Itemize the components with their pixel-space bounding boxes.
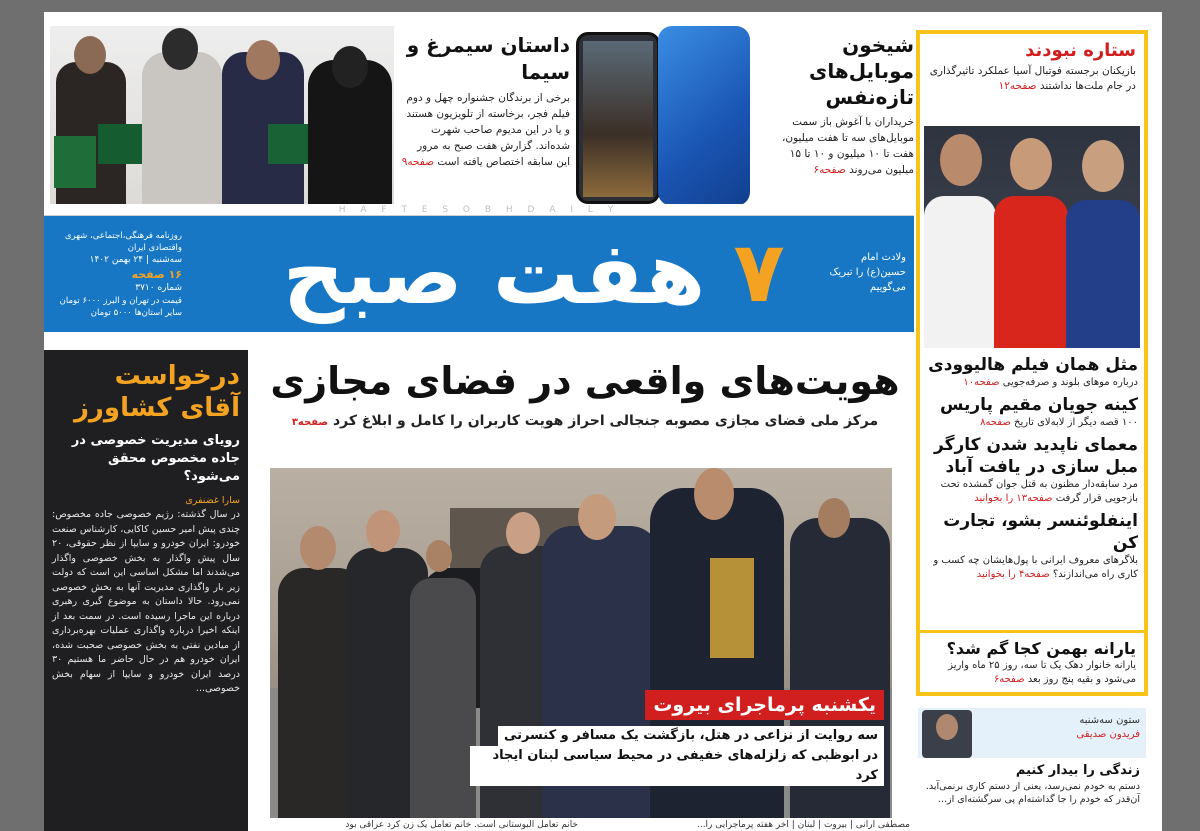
sidebar-star-title: ستاره نبودند bbox=[1025, 40, 1136, 61]
sidebar-item-body: مرد سابقه‌دار مظنون به قتل جوان گمشده تحت بازجویی قرار گرفت bbox=[940, 479, 1138, 504]
phones-body: خریداران با آغوش باز سمت موبایل‌های سه تا هفت میلیون، هفت تا ۱۰ میلیون و ۱۰ تا ۱۵ میلیون می‌روند bbox=[781, 116, 914, 176]
left-editorial-box bbox=[44, 350, 248, 831]
sidebar-item bbox=[926, 510, 1138, 582]
masthead-price-other: سایر استان‌ها ۵۰۰۰ تومان bbox=[90, 308, 182, 318]
phones-story bbox=[758, 32, 914, 178]
photo-caption-box bbox=[580, 690, 884, 720]
columnist-avatar bbox=[922, 710, 972, 758]
masthead-price-tehran: قیمت در تهران و البرز ۶۰۰۰ تومان bbox=[59, 296, 182, 306]
sidebar-item-title: اینفلوئنسر بشو، تجارت کن bbox=[943, 511, 1138, 553]
top-left-title: داستان سیمرغ و سیما bbox=[406, 33, 570, 84]
sidebar-item-page: صفحه۸ bbox=[980, 417, 1011, 428]
sidebar-item bbox=[926, 354, 1138, 390]
sidebar-item-page: صفحه۱۰ bbox=[963, 377, 1000, 388]
column-author: فریدون صدیقی bbox=[1076, 729, 1140, 740]
subsidy-page: صفحه۶ bbox=[993, 674, 1025, 685]
photo-caption-line1: سه روایت از نزاعی در هتل، بازگشت یک مسافر و کنسرتی bbox=[498, 726, 884, 746]
sidebar-item bbox=[926, 434, 1138, 506]
top-left-page: صفحه۹ bbox=[401, 156, 435, 168]
newspaper-page bbox=[44, 12, 1162, 831]
left-box-body: در سال گذشته: رژیم خصوصی جاده مخصوص: چندی پیش امیر حسین کاکایی، کارشناس صنعت خودرو: ایران خودرو و سایپا از نظر حقوقی، ۲۰ سال پیش واگذار به بخش خصوصی واگذار می‌شدند اما مشکل اساسی این است که دولت زیر بار واگذاری مدیریت آنها به بخش خصوصی نمی‌رود. حالا داستان به موضوع گیری رهبری درباره این ماجرا رسیده است. در سمت بعد از اینکه اخیرا درباره واگذاری عملیات بهره‌برداری از میادین نفتی به بخش خصوصی صحبت شده، ایران خودرو هم در حال حاضر ما هستیم ۳۰ درصد ایران خودرو و سایپا از سهام بخش خصوصی... bbox=[52, 509, 240, 694]
daily-strip-text: H A F T E S O B H D A I L Y bbox=[338, 205, 620, 215]
main-headline: هویت‌های واقعی در فضای مجازی bbox=[270, 359, 900, 403]
logo-text: هفت صبح bbox=[282, 224, 706, 324]
subsidy-body: یارانه خانوار دهک یک تا سه، روز ۲۵ ماه واریز می‌شود و بقیه پنج روز بعد bbox=[948, 660, 1136, 685]
sidebar-item-body: بلاگرهای معروف ایرانی با پول‌هایشان چه کسب و کاری راه می‌اندازند؟ bbox=[933, 555, 1138, 580]
top-left-photo bbox=[50, 26, 394, 212]
masthead bbox=[44, 216, 914, 332]
sidebar-star-page: صفحه۱۲ bbox=[998, 80, 1037, 92]
bottom-strip-left: خانم تعامل البوستانی است. خانم تعامل یک زن کرد عراقی بود bbox=[345, 820, 578, 830]
masthead-date: سه‌شنبه | ۲۴ بهمن ۱۴۰۲ bbox=[89, 255, 182, 265]
masthead-issue: شماره ۳۷۱۰ bbox=[135, 283, 182, 293]
sidebar-item-body: ۱۰۰ قصه دیگر از لابه‌لای تاریخ bbox=[1014, 417, 1138, 428]
sidebar-item bbox=[926, 394, 1138, 430]
masthead-desc: روزنامه فرهنگی،اجتماعی، شهری واقتصادی ایران bbox=[64, 231, 182, 253]
sidebar-item-body: درباره موهای بلوند و صرفه‌جویی bbox=[1002, 377, 1138, 388]
sidebar-item-title: معمای ناپدید شدن کارگر مبل سازی در یافت آباد bbox=[934, 435, 1138, 477]
column-label: ستون سه‌شنبه bbox=[1079, 715, 1140, 726]
left-box-sub: رویای مدیریت خصوصی در جاده مخصوص محقق می‌شود؟ bbox=[71, 433, 240, 484]
main-headline-block bbox=[262, 356, 908, 434]
logo bbox=[264, 218, 804, 330]
photo-caption-title: یکشنبه پرماجرای بیروت bbox=[645, 690, 884, 720]
column-title: زندگی را بیدار کنیم bbox=[1015, 763, 1140, 778]
column-body: دستم به خودم نمی‌رسد، یعنی از دستم کاری برنمی‌آید. آن‌قدر که خودم را جا گذاشته‌ام پی سرگشته‌ای از... bbox=[925, 781, 1140, 805]
photo-caption-line2: در ابوظبی که زلزله‌های خفیفی در محیط سیاسی لبنان ایجاد کرد bbox=[470, 746, 884, 786]
main-subhead: مرکز ملی فضای مجازی مصوبه جنجالی احراز هویت کاربران را کامل و ابلاغ کرد bbox=[332, 413, 879, 429]
left-box-author: سارا غضنفری bbox=[185, 495, 240, 506]
sidebar-item-title: کینه جویان مقیم پاریس bbox=[939, 395, 1138, 415]
sidebar-item-title: مثل همان فیلم هالیوودی bbox=[928, 355, 1138, 375]
sidebar-star-body: بازیکنان برجسته فوتبال آسیا عملکرد تاثیرگذاری در جام ملت‌ها نداشتند bbox=[929, 65, 1136, 92]
sidebar-item-page: صفحه۱۳ را بخوانید bbox=[974, 493, 1053, 504]
main-photo bbox=[270, 468, 892, 818]
bottom-strip-right: مصطفی آرانی | بیروت | لبنان | آخر هفته پرماجرایی را... bbox=[696, 820, 910, 830]
masthead-strip bbox=[44, 204, 914, 216]
masthead-info bbox=[52, 230, 182, 319]
football-players-photo bbox=[924, 126, 1140, 348]
top-left-body: برخی از برندگان جشنواره چهل و دوم فیلم فجر، برخاسته از تلویزیون هستند و یا در این مدیوم صاحب شهرت شده‌اند. گزارش هفت صبح به مرور این سابقه اختصاص یافته است bbox=[406, 92, 570, 168]
column-box bbox=[918, 708, 1146, 831]
subsidy-title: یارانه بهمن کجا گم شد؟ bbox=[946, 639, 1136, 658]
logo-number: ۷ bbox=[733, 223, 785, 321]
phones-page: صفحه۶ bbox=[813, 164, 846, 176]
phones-photo bbox=[572, 22, 756, 208]
masthead-teaser: ولادت امام حسین(ع) را تبریک می‌گوییم bbox=[829, 252, 906, 293]
phones-title: شیخون موبایل‌های تازه‌نفس bbox=[808, 33, 914, 109]
main-subhead-page: صفحه۳ bbox=[291, 417, 329, 428]
left-box-title: درخواست آقای کشاورز bbox=[73, 361, 240, 423]
sidebar-box bbox=[916, 30, 1148, 696]
sidebar-item-page: صفحه۴ را بخوانید bbox=[976, 569, 1050, 580]
masthead-pages: ۱۶ صفحه bbox=[131, 268, 182, 281]
top-left-story bbox=[400, 32, 570, 170]
